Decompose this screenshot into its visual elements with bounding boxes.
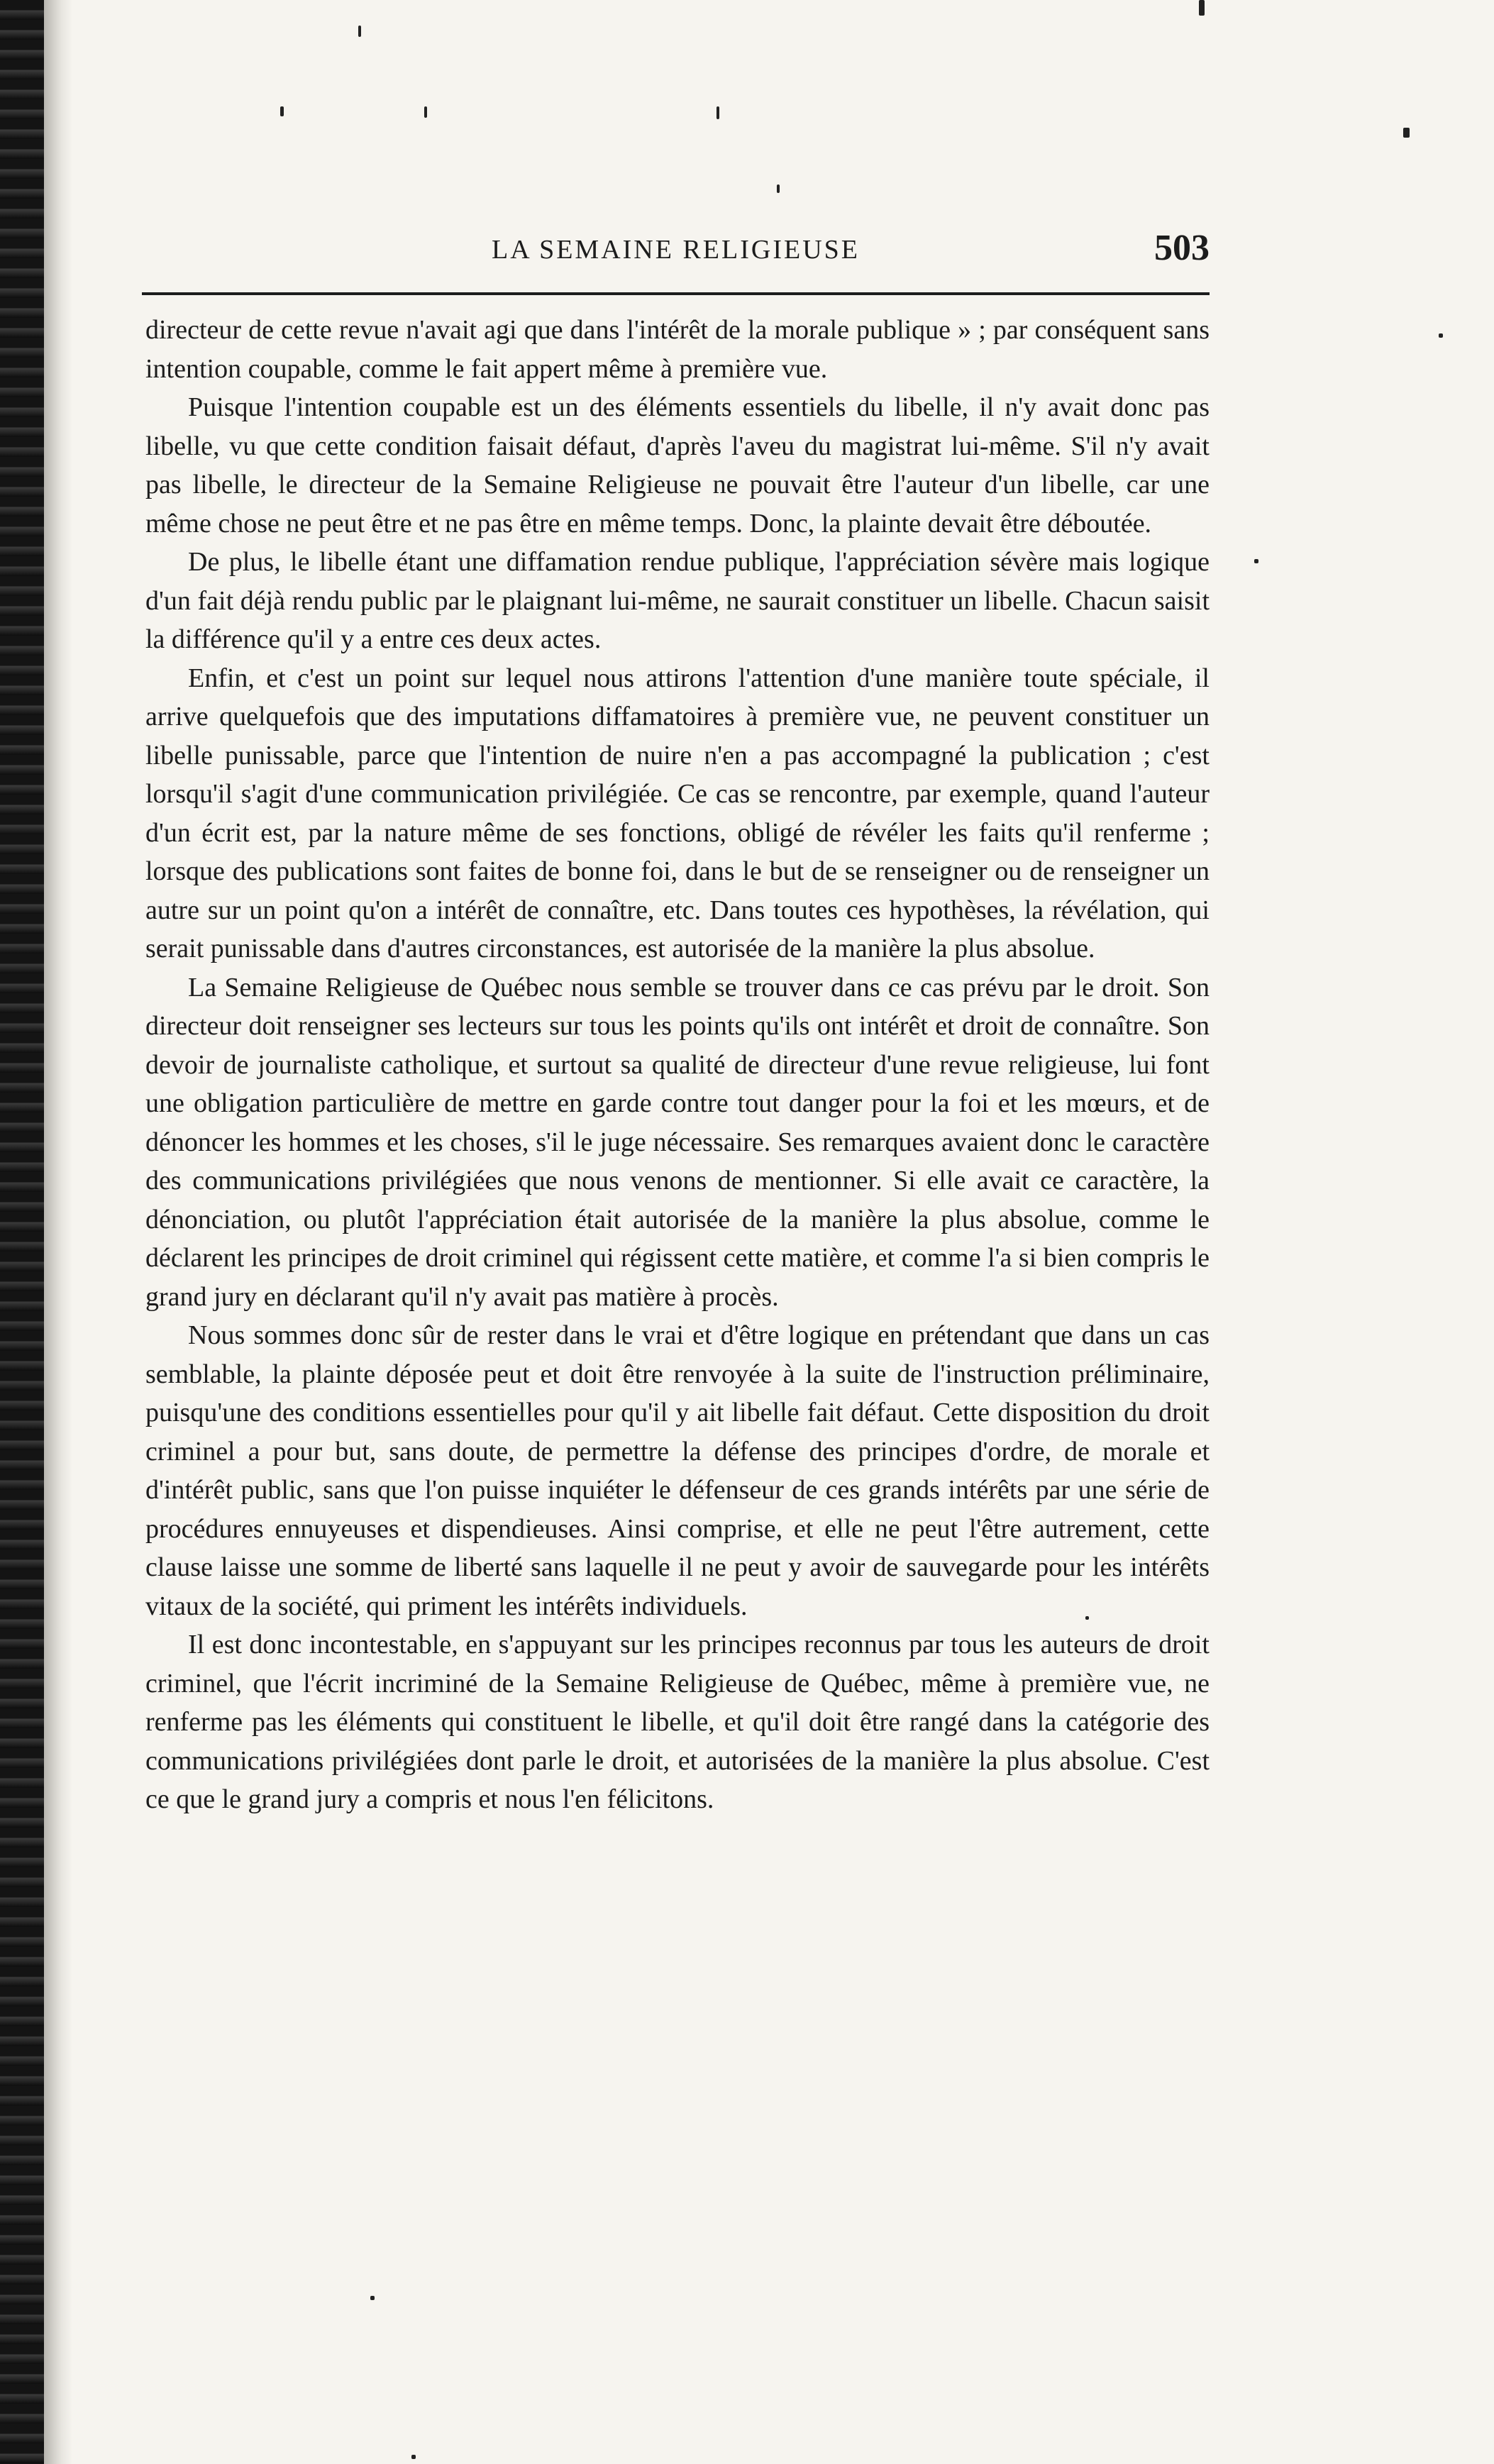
ink-speck <box>1403 128 1410 138</box>
ink-speck <box>370 2296 375 2300</box>
page-number: 503 <box>1154 228 1210 268</box>
paragraph: Nous sommes donc sûr de rester dans le vrai et d'être logique en prétendant que dans un cas semblable, la plainte déposée peut et doit être renvoyée à la suite de l'instruction préliminaire, puisqu'une des conditions essentielles pour qu'il y ait libelle fait défaut. Cette disposition du droit criminel a pour but, sans doute, de permettre la défense des principes d'ordre, de morale et d'intérêt public, sans que l'on puisse inquiéter le défenseur de ces grands intérêts par une série de procédures ennuyeuses et dispendieuses. Ainsi comprise, et elle ne peut l'être autrement, cette clause laisse une somme de liberté sans laquelle il ne peut y avoir de sauvegarde pour les intérêts vitaux de la société, qui priment les intérêts individuels. <box>145 1320 1210 1621</box>
paragraph: directeur de cette revue n'avait agi que dans l'intérêt de la morale publique » ; par conséquent sans intention coupable, comme le fait appert même à première vue. <box>145 315 1210 384</box>
ink-speck <box>280 106 284 116</box>
ink-speck <box>411 2455 416 2459</box>
ink-speck <box>1199 0 1205 16</box>
ink-speck <box>777 184 780 193</box>
binding-shadow <box>44 0 72 2464</box>
paragraph: De plus, le libelle étant une diffamation rendue publique, l'appréciation sévère mais logique d'un fait déjà rendu public par le plaignant lui-même, ne saurait constituer un libelle. Chacun saisit la différence qu'il y a entre ces deux actes. <box>145 547 1210 654</box>
running-title: LA SEMAINE RELIGIEUSE <box>492 235 860 265</box>
page-header <box>142 227 1210 284</box>
binding-edge <box>0 0 44 2464</box>
ink-speck <box>1254 559 1258 563</box>
paragraph: La Semaine Religieuse de Québec nous semble se trouver dans ce cas prévu par le droit. Son directeur doit renseigner ses lecteurs sur tous les points qu'ils ont intérêt et droit de connaître. Son devoir de journaliste catholique, et surtout sa qualité de directeur d'une revue religieuse, lui font une obligation particulière de mettre en garde contre tout danger pour la foi et les mœurs, et de dénoncer les hommes et les choses, s'il le juge nécessaire. Ses remarques avaient donc le caractère des communications privilégiées que nous venons de mentionner. Si elle avait ce caractère, la dénonciation, ou plutôt l'appréciation était autorisée de la manière la plus absolue, comme le déclarent les principes de droit criminel qui régissent cette matière, et comme l'a si bien compris le grand jury en déclarant qu'il n'y avait pas matière à procès. <box>145 972 1210 1312</box>
paragraph: Il est donc incontestable, en s'appuyant sur les principes reconnus par tous les auteurs de droit criminel, que l'écrit incriminé de la Semaine Religieuse de Québec, même à première vue, ne renferme pas les éléments qui constituent le libelle, et qu'il doit être rangé dans la catégorie des communications privilégiées dont parle le droit, et autorisées de la manière la plus absolue. C'est ce que le grand jury a compris et nous l'en félicitons. <box>145 1630 1210 1814</box>
ink-speck <box>424 106 427 118</box>
ink-speck <box>1439 333 1443 338</box>
paragraph: Enfin, et c'est un point sur lequel nous attirons l'attention d'une manière toute spéciale, il arrive quelquefois que des imputations diffamatoires à première vue, ne peuvent constituer un libelle punissable, parce que l'intention de nuire n'en a pas accompagné la publication ; c'est lorsqu'il s'agit d'une communication privilégiée. Ce cas se rencontre, par exemple, quand l'auteur d'un écrit est, par la nature même de ses fonctions, obligé de révéler les faits qu'il renferme ; lorsque des publications sont faites de bonne foi, dans le but de se renseigner ou de renseigner un autre sur un point qu'on a intérêt de connaître, etc. Dans toutes ces hypothèses, la révélation, qui serait punissable dans d'autres circonstances, est autorisée de la manière la plus absolue. <box>145 663 1210 963</box>
article-body <box>145 311 1210 1819</box>
ink-speck <box>716 106 719 119</box>
paragraph: Puisque l'intention coupable est un des éléments essentiels du libelle, il n'y avait donc pas libelle, vu que cette condition faisait défaut, d'après l'aveu du magistrat lui-même. S'il n'y avait pas libelle, le directeur de la Semaine Religieuse ne pouvait être l'auteur d'un libelle, car une même chose ne peut être et ne pas être en même temps. Donc, la plainte devait être déboutée. <box>145 392 1210 538</box>
ink-speck <box>358 26 361 37</box>
header-rule <box>142 292 1210 295</box>
